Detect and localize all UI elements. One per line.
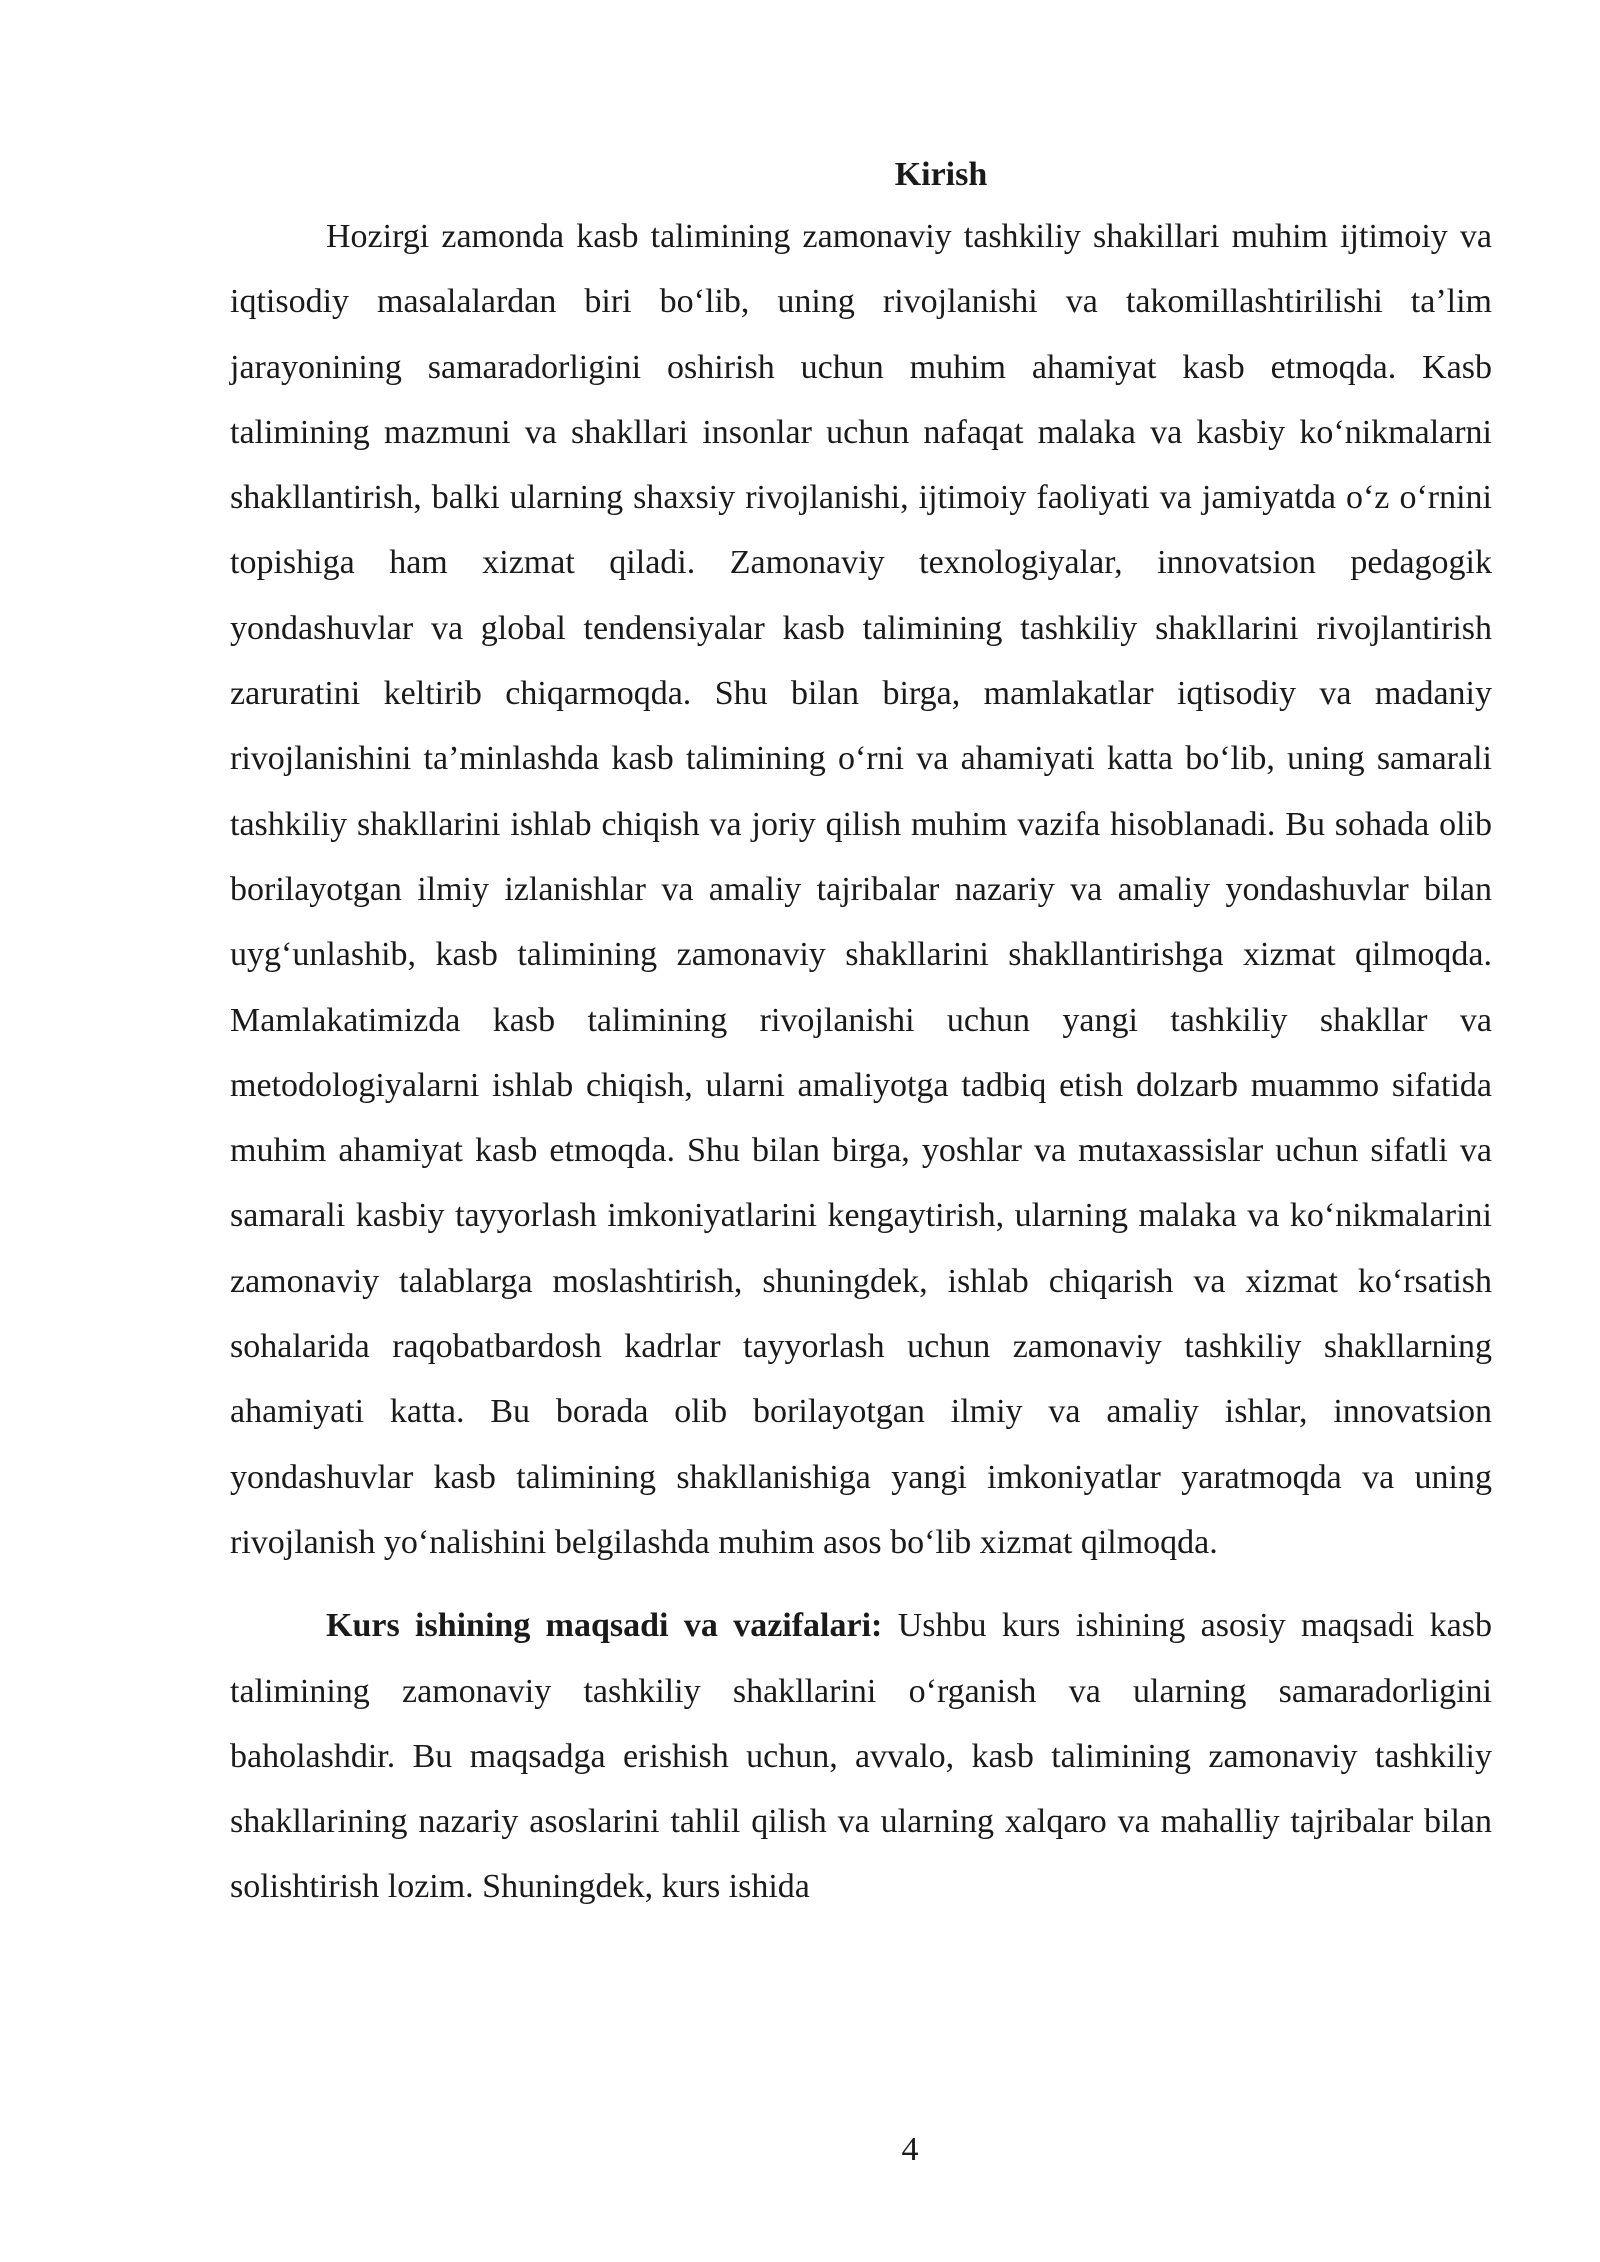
section-title: Kirish — [894, 156, 988, 193]
page-content — [230, 146, 1492, 1920]
intro-paragraph: Hozirgi zamonda kasb talimining zamonaviy tashkiliy shakillari muhim ijtimoiy va iqtisodiy masalalardan biri bo‘lib, uning rivojlanishi va takomillashtirilishi ta’lim jarayonining samaradorligini oshirish uchun muhim ahamiyat kasb etmoqda. Kasb talimining mazmuni va shakllari insonlar uchun nafaqat malaka va kasbiy ko‘nikmalarni shakllantirish, balki ularning shaxsiy rivojlanishi, ijtimoiy faoliyati va jamiyatda o‘z o‘rnini topishiga ham xizmat qiladi. Zamonaviy texnologiyalar, innovatsion pedagogik yondashuvlar va global tendensiyalar kasb talimining tashkiliy shakllarini rivojlantirish zaruratini keltirib chiqarmoqda. Shu bilan birga, mamlakatlar iqtisodiy va madaniy rivojlanishini ta’minlashda kasb talimining o‘rni va ahamiyati katta bo‘lib, uning samarali tashkiliy shakllarini ishlab chiqish va joriy qilish muhim vazifa hisoblanadi. Bu sohada olib borilayotgan ilmiy izlanishlar va amaliy tajribalar nazariy va amaliy yondashuvlar bilan uyg‘unlashib, kasb talimining zamonaviy shakllarini shakllantirishga xizmat qilmoqda. Mamlakatimizda kasb talimining rivojlanishi uchun yangi tashkiliy shakllar va metodologiyalarni ishlab chiqish, ularni amaliyotga tadbiq etish dolzarb muammo sifatida muhim ahamiyat kasb etmoqda. Shu bilan birga, yoshlar va mutaxassislar uchun sifatli va samarali kasbiy tayyorlash imkoniyatlarini kengaytirish, ularning malaka va ko‘nikmalarini zamonaviy talablarga moslashtirish, shuningdek, ishlab chiqarish va xizmat ko‘rsatish sohalarida raqobatbardosh kadrlar tayyorlash uchun zamonaviy tashkiliy shakllarning ahamiyati katta. Bu borada olib borilayotgan ilmiy va amaliy ishlar, innovatsion yondashuvlar kasb talimining shakllanishiga yangi imkoniyatlar yaratmoqda va uning rivojlanish yo‘nalishini belgilashda muhim asos bo‘lib xizmat qilmoqda. — [230, 218, 1492, 1561]
page-number: 4 — [901, 2131, 919, 2168]
goals-heading: Kurs ishining maqsadi va vazifalari: — [326, 1607, 883, 1645]
goals-text: Ushbu kurs ishining asosiy maqsadi kasb talimining zamonaviy tashkiliy shakllarini o‘rganish va ularning samaradorligini baholashdir. Bu maqsadga erishish uchun, avvalo, kasb talimining zamonaviy tashkiliy shakllarining nazariy asoslarini tahlil qilish va ularning xalqaro va mahalliy tajribalar bilan solishtirish lozim. Shuningdek, kurs ishida — [230, 1607, 1492, 1906]
goals-paragraph — [230, 1593, 1492, 1919]
